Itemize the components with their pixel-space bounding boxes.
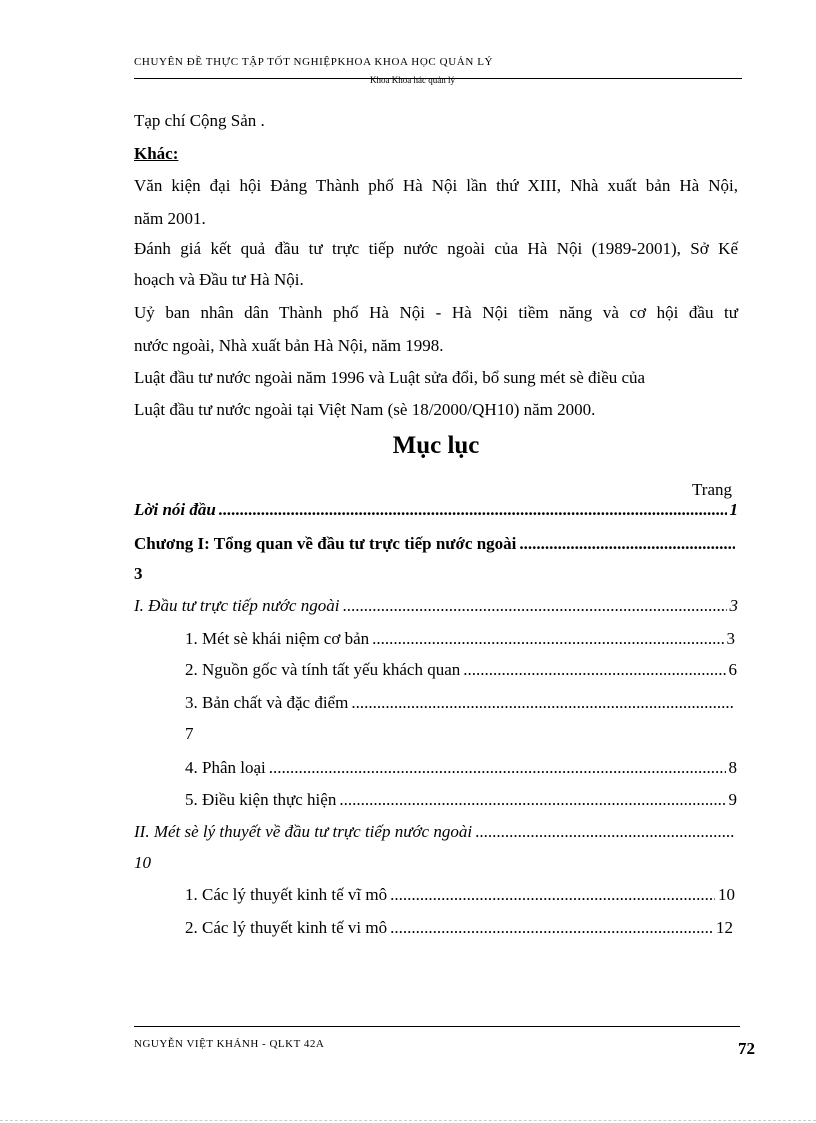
- toc-leader: [339, 790, 725, 810]
- toc-entry-chapter-1[interactable]: [134, 534, 738, 554]
- toc-entry-page: 7: [185, 724, 194, 743]
- toc-entry-1-3[interactable]: [185, 693, 738, 713]
- toc-entry-2-2[interactable]: [185, 918, 733, 938]
- toc-entry-preface[interactable]: [134, 500, 738, 520]
- toc-leader: [463, 660, 725, 680]
- toc-leader: [342, 596, 726, 616]
- toc-entry-page: 3: [134, 564, 143, 583]
- toc-entry-page: 3: [726, 629, 735, 648]
- reference-2-line-1: Đánh giá kết quả đầu tư trực tiếp nước ngoài của Hà Nội (1989-2001), Sở Kế: [134, 239, 738, 258]
- toc-entry-page: 10: [718, 885, 735, 904]
- toc-entry-text: I. Đầu tư trực tiếp nước ngoài: [134, 596, 340, 615]
- toc-leader: [219, 500, 727, 520]
- reference-1-line-2: năm 2001.: [134, 209, 206, 228]
- toc-entry-page: 6: [728, 660, 737, 679]
- toc-entry-1-4[interactable]: [185, 758, 737, 778]
- toc-entry-page: 10: [134, 853, 151, 872]
- toc-leader: [390, 918, 713, 938]
- toc-title: Mục lục: [392, 432, 480, 459]
- toc-entry-section-2[interactable]: [134, 822, 738, 842]
- page-number: 72: [738, 1039, 755, 1058]
- toc-entry-1-2[interactable]: [185, 660, 737, 680]
- header-subtitle: Khoa Khoa hác quản lý: [370, 75, 455, 85]
- reference-4-line-2: Luật đầu tư nước ngoài tại Việt Nam (sè 18/2000/QH10) năm 2000.: [134, 400, 596, 419]
- header-title: CHUYÊN ĐỀ THỰC TẬP TỐT NGHIỆPKHOA KHOA HỌC QUẢN LÝ: [134, 56, 494, 68]
- toc-entry-text: 1. Các lý thuyết kinh tế vĩ mô: [185, 885, 388, 904]
- toc-leader: [372, 629, 723, 649]
- toc-entry-page: 1: [729, 500, 738, 519]
- toc-entry-text: 5. Điều kiện thực hiện: [185, 790, 337, 809]
- toc-entry-page: 8: [728, 758, 737, 777]
- page-edge-divider: [0, 1120, 816, 1121]
- toc-entry-page: 12: [716, 918, 733, 937]
- toc-entry-1-1[interactable]: [185, 629, 735, 649]
- toc-leader: [269, 758, 726, 778]
- toc-entry-text: II. Mét sè lý thuyết về đầu tư trực tiếp nước ngoài: [134, 822, 473, 841]
- body-line-journal: Tạp chí Cộng Sản .: [134, 111, 265, 130]
- reference-4-line-1: Luật đầu tư nước ngoài năm 1996 và Luật sửa đổi, bổ sung mét sè điều của: [134, 368, 646, 387]
- toc-entry-page: 9: [728, 790, 737, 809]
- toc-leader: [390, 885, 715, 905]
- reference-1-line-1: Văn kiện đại hội Đảng Thành phố Hà Nội lần thứ XIII, Nhà xuất bản Hà Nội,: [134, 176, 738, 195]
- toc-page-label: Trang: [692, 480, 732, 499]
- toc-entry-text: 2. Các lý thuyết kinh tế vi mô: [185, 918, 388, 937]
- toc-entry-text: Lời nói đầu: [134, 500, 216, 519]
- toc-entry-text: 1. Mét sè khái niệm cơ bản: [185, 629, 370, 648]
- reference-3-line-2: nước ngoài, Nhà xuất bản Hà Nội, năm 1998.: [134, 336, 444, 355]
- reference-3-line-1: Uỷ ban nhân dân Thành phố Hà Nội - Hà Nội tiềm năng và cơ hội đầu tư: [134, 303, 738, 322]
- toc-entry-text: 3. Bản chất và đặc điểm: [185, 693, 349, 712]
- toc-entry-1-5[interactable]: [185, 790, 737, 810]
- toc-leader: [475, 822, 735, 842]
- toc-entry-text: Chương I: Tổng quan về đầu tư trực tiếp nước ngoài: [134, 534, 517, 553]
- toc-leader: [519, 534, 735, 554]
- footer-rule: [134, 1026, 740, 1027]
- toc-leader: [351, 693, 735, 713]
- reference-2-line-2: hoạch và Đầu tư Hà Nội.: [134, 270, 304, 289]
- khac-heading: Khác:: [134, 144, 179, 163]
- toc-entry-section-1[interactable]: [134, 596, 738, 616]
- toc-entry-text: 2. Nguồn gốc và tính tất yếu khách quan: [185, 660, 461, 679]
- footer-author: NGUYỄN VIỆT KHÁNH - QLKT 42A: [134, 1038, 325, 1050]
- toc-entry-page: 3: [729, 596, 738, 615]
- toc-entry-2-1[interactable]: [185, 885, 735, 905]
- toc-entry-text: 4. Phân loại: [185, 758, 266, 777]
